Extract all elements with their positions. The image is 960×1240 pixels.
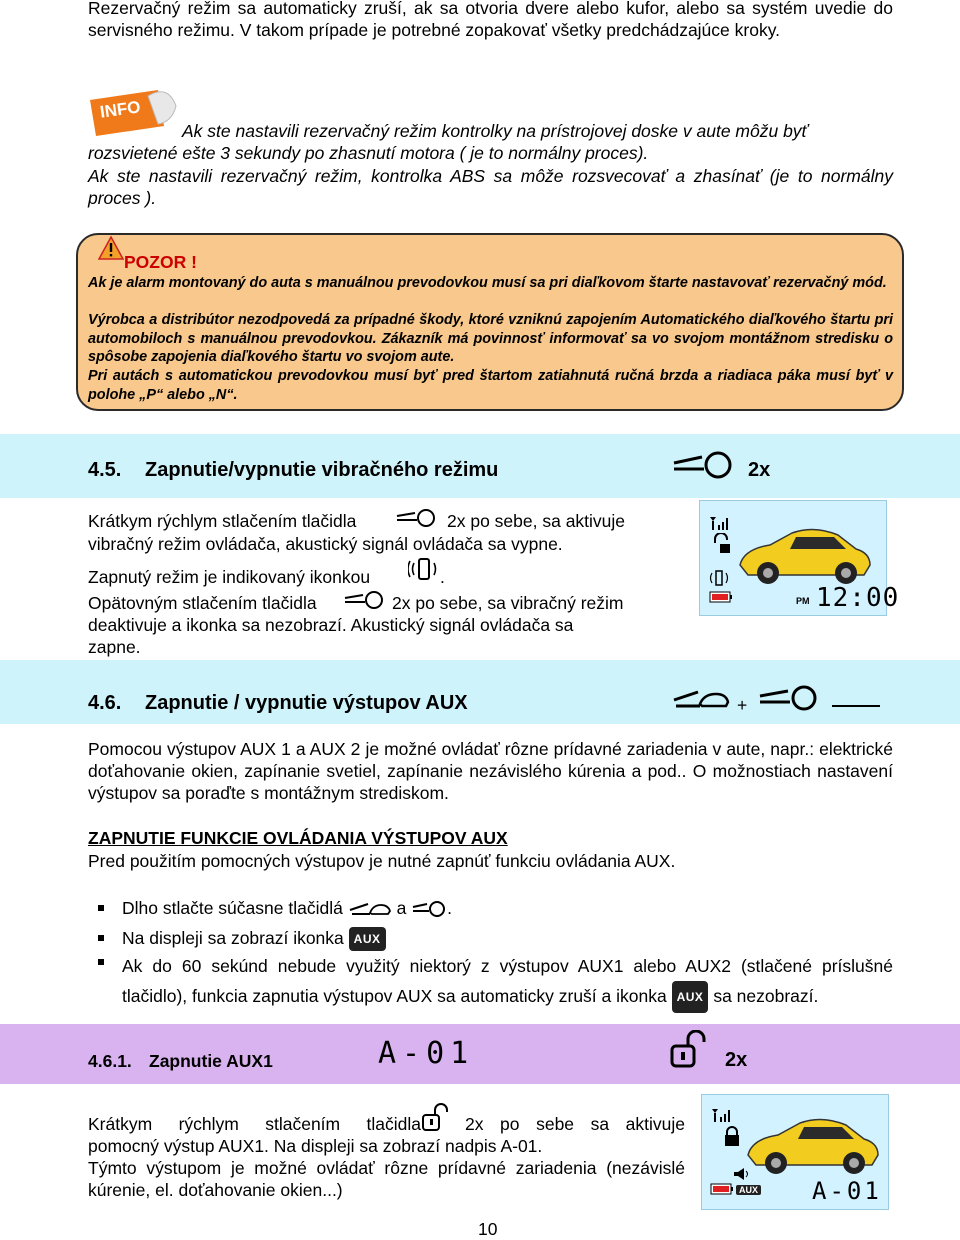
sec45-text-2: vibračný režim ovládača, akustický signál ovládača sa vypne.	[88, 534, 563, 554]
aux-steps-list	[88, 897, 893, 1013]
warning-text-3: Pri autách s automatickou prevodovkou musí byť pred štartom zatiahnutá ručná brzda a riadiaca páka musí byť v polohe „P“ alebo „N“.	[88, 368, 893, 403]
sec461-text-1b: 2x po sebe sa aktivuje	[465, 1114, 685, 1134]
list-item-text: .	[447, 898, 453, 918]
section-4-5-number: 4.5.	[88, 459, 122, 481]
section-4-6-1-number: 4.6.1.	[88, 1051, 132, 1071]
signal-icon	[710, 1107, 732, 1123]
key-button-icon	[411, 899, 447, 919]
lcd-pm-label: PM	[796, 596, 810, 606]
list-item-text: Na displeji sa zobrazí ikonka	[122, 928, 344, 948]
vibration-icon	[708, 569, 730, 589]
battery-icon	[710, 1183, 734, 1195]
key-button-icon	[395, 507, 437, 529]
sec461-text-1a: Krátkym rýchlym stlačením tlačidla	[88, 1114, 421, 1134]
warning-text-1: Ak je alarm montovaný do auta s manuálnou prevodovkou musí sa pri diaľkovom štarte nastavovať rezervačný mód.	[88, 275, 887, 291]
warning-text-2: Výrobca a distribútor nezodpovedá za prípadné škody, ktoré vzniknú zapojením Automatického diaľkového štartu pri automobiloch s manuálnou prevodovkou. Zákazník má povinnosť informovať sa vo svojom montážnom stredisku o spôsobe zapojenia diaľkového štartu vo svojom aute.	[88, 312, 893, 365]
warning-title: POZOR !	[124, 252, 197, 272]
list-item	[88, 897, 893, 927]
aux-icon: AUX	[349, 927, 386, 951]
lcd-code: A-01	[812, 1177, 882, 1205]
section-4-5-count: 2x	[748, 459, 771, 481]
sec461-text-2: pomocný výstup AUX1. Na displeji sa zobrazí nadpis A-01.	[88, 1136, 543, 1156]
list-item-text: Ak do 60 sekúnd nebude využitý niektorý z výstupov AUX1 alebo AUX2 (stlačené príslušné tlačidlo), funkcia zapnutia výstupov AUX sa automaticky zruší a ikonka	[122, 956, 893, 1006]
list-item-text: sa nezobrazí.	[713, 986, 819, 1006]
list-item	[88, 951, 893, 1013]
sec45-text-4b: 2x po sebe, sa vibračný režim	[392, 593, 624, 613]
plus-sign: +	[737, 695, 748, 715]
battery-icon	[709, 591, 733, 603]
display-code-a01: A-01	[378, 1036, 475, 1071]
list-item-text: Dlho stlačte súčasne tlačidlá	[122, 898, 343, 918]
key-button-icon	[343, 589, 385, 611]
vibration-icon	[408, 557, 440, 583]
unlock-button-icon	[668, 1030, 708, 1070]
remote-lcd-display	[701, 1094, 889, 1210]
aux-icon: AUX	[672, 981, 709, 1013]
sec45-text-1a: Krátkym rýchlym stlačením tlačidla	[88, 511, 357, 531]
list-item	[88, 927, 893, 951]
warning-triangle-icon	[98, 236, 124, 260]
aux-sub-heading: ZAPNUTIE FUNKCIE OVLÁDANIA VÝSTUPOV AUX	[88, 828, 508, 848]
sec46-paragraph: Pomocou výstupov AUX 1 a AUX 2 je možné ovládať rôzne prídavné zariadenia v aute, napr.: elektrické doťahovanie okien, zapínanie svetiel, zapínanie nezávislého kúrenia a pod.. O možnostiach nastavení výstupov sa poraďte s montážnym strediskom.	[88, 739, 893, 803]
sec461-text-3: Týmto výstupom je možné ovládať rôzne prídavné zariadenia (nezávislé kúrenie, el. doťahovanie okien...)	[88, 1158, 685, 1200]
sec45-text-1b: 2x po sebe, sa aktivuje	[447, 511, 626, 531]
signal-icon	[708, 515, 730, 531]
key-button-icon	[672, 449, 734, 481]
section-4-5-title: Zapnutie/vypnutie vibračného režimu	[145, 459, 499, 481]
section-4-6-1-header-band	[0, 1024, 960, 1084]
remote-lcd-display	[699, 500, 900, 616]
info-logo-label: INFO	[98, 97, 142, 122]
sec45-text-6: zapne.	[88, 637, 141, 657]
info-note-1: Ak ste nastavili rezervačný režim kontrolky na prístrojovej doske v aute môžu byť rozsvietené ešte 3 sekundy po zhasnutí motora ( je to normálny proces).	[88, 121, 808, 163]
car-button-icon	[670, 686, 732, 710]
sec45-text-5: deaktivuje a ikonka sa nezobrazí. Akustický signál ovládača sa	[88, 615, 574, 635]
section-4-6-number: 4.6.	[88, 692, 122, 714]
page-number: 10	[478, 1219, 498, 1239]
section-4-6-title: Zapnutie / vypnutie výstupov AUX	[145, 692, 468, 714]
underline-divider	[832, 705, 880, 707]
key-button-icon	[758, 684, 820, 712]
intro-paragraph: Rezervačný režim sa automaticky zruší, ak sa otvoria dvere alebo kufor, alebo sa systém uvedie do servisného režimu. V takom prípade je potrebné zopakovať všetky predchádzajúce kroky.	[88, 0, 893, 40]
list-item-text: a	[396, 898, 407, 918]
aux-sub-text: Pred použitím pomocných výstupov je nutné zapnúť funkciu ovládania AUX.	[88, 851, 676, 871]
lcd-aux-icon: AUX	[736, 1185, 761, 1195]
lcd-time: 12:00	[816, 583, 900, 613]
info-note-2: Ak ste nastavili rezervačný režim, kontrolka ABS sa môže rozsvecovať a zhasínať (je to normálny proces ).	[88, 166, 893, 208]
sec45-text-4a: Opätovným stlačením tlačidla	[88, 593, 317, 613]
sec45-text-3a: Zapnutý režim je indikovaný ikonkou	[88, 567, 371, 587]
car-button-icon	[348, 899, 392, 919]
section-4-6-1-count: 2x	[725, 1049, 748, 1071]
unlock-button-icon	[420, 1103, 450, 1133]
sec45-text-3b: .	[440, 567, 445, 587]
lock-icon	[710, 533, 732, 555]
car-icon	[734, 519, 874, 591]
car-icon	[742, 1109, 882, 1181]
section-4-6-1-title: Zapnutie AUX1	[149, 1051, 273, 1071]
lock-icon	[722, 1125, 742, 1147]
